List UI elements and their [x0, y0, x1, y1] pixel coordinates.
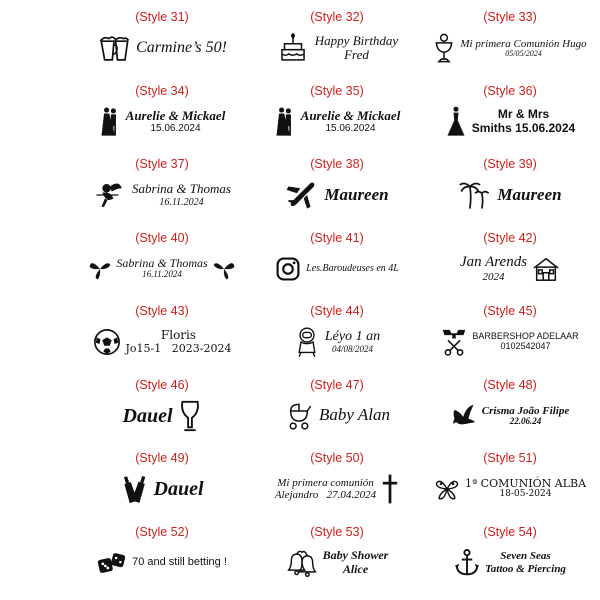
engraving-line-1: Aurelie & Mickael	[125, 107, 226, 123]
engraving-line-1: Happy Birthday	[314, 32, 399, 48]
style-35[interactable]	[254, 80, 420, 154]
barber-tools-icon	[441, 325, 467, 359]
cupid-icon	[93, 178, 127, 212]
style-53[interactable]	[254, 521, 420, 595]
engraving-line-1: Crisma João Filipe	[481, 404, 570, 417]
soccer-ball-icon	[93, 328, 121, 356]
style-label: (Style 43)	[135, 304, 189, 318]
style-label: (Style 33)	[483, 10, 537, 24]
style-label: (Style 31)	[135, 10, 189, 24]
beer-glass-icon	[178, 399, 202, 433]
style-label: (Style 51)	[483, 451, 537, 465]
engraving-line-2: 0102542047	[500, 341, 551, 351]
style-44[interactable]	[254, 300, 420, 374]
dice-icon	[97, 546, 127, 580]
bells-icon	[286, 546, 318, 580]
airplane-icon	[285, 178, 319, 212]
beer-mugs-icon	[97, 31, 131, 65]
engraving-line-2: 16.11.2024	[159, 196, 204, 208]
engraving-line-1: Floris	[160, 328, 197, 343]
style-36[interactable]	[420, 80, 600, 154]
style-39[interactable]	[420, 153, 600, 227]
butterfly-icon	[88, 252, 112, 286]
style-51[interactable]	[420, 447, 600, 521]
style-label: (Style 53)	[310, 524, 364, 539]
style-label: (Style 50)	[310, 451, 364, 465]
style-34[interactable]	[70, 80, 254, 154]
engraving-line-1: Aurelie & Mickael	[300, 107, 401, 123]
engraving-line-2: Smiths 15.06.2024	[471, 120, 576, 135]
style-37[interactable]	[70, 153, 254, 227]
engraving-line-2: 04/08/2024	[331, 343, 373, 354]
engraving-line-1: BARBERSHOP ADELAAR	[472, 331, 579, 342]
anchor-icon	[454, 546, 480, 580]
engraving-line-1: Mi primera comunión	[277, 476, 374, 489]
wedding-couple-icon	[99, 105, 121, 139]
style-49[interactable]	[70, 447, 254, 521]
style-label: (Style 34)	[135, 83, 189, 98]
engraving-line-1: Sabrina & Thomas	[116, 255, 208, 270]
engraving-line-2: 22.06.24	[509, 415, 542, 426]
style-46[interactable]	[70, 374, 254, 448]
engraving-line-2: Tattoo & Piercing	[485, 562, 566, 575]
style-label: (Style 54)	[483, 524, 537, 539]
engraving-line-2: Alice	[342, 561, 369, 576]
style-label: (Style 47)	[310, 377, 364, 392]
engraving-line-2: 15.06.2024	[325, 123, 376, 135]
style-label: (Style 49)	[135, 451, 189, 465]
palm-trees-icon	[458, 178, 492, 212]
astronaut-icon	[294, 325, 320, 359]
style-45[interactable]	[420, 300, 600, 374]
style-label: (Style 46)	[135, 377, 189, 392]
engraving-line-1: Dauel	[122, 404, 173, 427]
engraving-line-1: Maureen	[324, 184, 389, 204]
style-label: (Style 42)	[483, 230, 537, 245]
engraving-line-2: 2024	[482, 270, 505, 283]
engraving-line-2: 05/05/2024	[505, 48, 542, 58]
engraving-line-1: Jan Arends	[459, 254, 528, 271]
engraving-line-1: Les.Baroudeuses en 4L	[306, 263, 399, 274]
engraving-line-1: 70 and still betting !	[132, 556, 227, 569]
style-33[interactable]	[420, 6, 600, 80]
instagram-icon	[275, 256, 301, 282]
style-43[interactable]	[70, 300, 254, 374]
style-label: (Style 38)	[310, 157, 364, 171]
style-label: (Style 40)	[135, 230, 189, 245]
style-label: (Style 52)	[135, 524, 189, 539]
wedding-couple-icon	[274, 105, 296, 139]
engraving-line-2: 18-05-2024	[499, 489, 552, 500]
chalice-icon	[433, 31, 455, 65]
style-label: (Style 36)	[483, 83, 537, 98]
cross-icon	[381, 472, 399, 506]
style-label: (Style 39)	[483, 157, 537, 171]
style-32[interactable]	[254, 6, 420, 80]
engraving-line-2: 15.06.2024	[150, 123, 201, 135]
style-50[interactable]	[254, 447, 420, 521]
engraving-line-1: 1ª COMUNIÓN ALBA	[464, 477, 587, 490]
style-label: (Style 41)	[310, 230, 364, 245]
style-40[interactable]	[70, 227, 254, 301]
style-label: (Style 35)	[310, 83, 364, 98]
style-52[interactable]	[70, 521, 254, 595]
style-54[interactable]	[420, 521, 600, 595]
style-41[interactable]	[254, 227, 420, 301]
style-label: (Style 48)	[483, 377, 537, 392]
engraving-line-1: Mr & Mrs	[497, 107, 550, 122]
style-38[interactable]	[254, 153, 420, 227]
engraving-line-2: Fred	[344, 47, 369, 62]
beer-bottles-icon	[121, 472, 149, 506]
style-label: (Style 44)	[310, 304, 364, 318]
engraving-line-2: 16.11.2024	[142, 269, 182, 280]
baby-stroller-icon	[284, 399, 314, 433]
engraving-line-1: Baby Shower	[322, 548, 389, 563]
style-48[interactable]	[420, 374, 600, 448]
engraving-line-1: Baby Alan	[319, 405, 390, 425]
dove-icon	[451, 399, 477, 433]
birthday-cake-icon	[276, 31, 310, 65]
house-icon	[532, 255, 560, 283]
engraving-line-2: Jo15-1 2023-2024	[125, 341, 232, 355]
engraving-line-1: Dauel	[153, 478, 204, 500]
engraving-line-1: Mi primera Comunión Hugo	[460, 37, 587, 50]
butterfly-icon	[212, 252, 236, 286]
engraving-line-1: Sabrina & Thomas	[132, 181, 231, 197]
engraving-line-1: Léyo 1 an	[324, 329, 381, 345]
style-label: (Style 37)	[135, 157, 189, 171]
style-label: (Style 45)	[483, 304, 537, 318]
style-42[interactable]	[420, 227, 600, 301]
engraving-line-2: Alejandro 27.04.2024	[274, 489, 377, 501]
engraving-line-1: Maureen	[497, 184, 562, 204]
engraving-line-1: Carmine’s 50!	[136, 39, 227, 57]
bride-dress-icon	[445, 105, 467, 139]
style-47[interactable]	[254, 374, 420, 448]
style-31[interactable]	[70, 6, 254, 80]
butterfly-icon	[434, 472, 460, 506]
engraving-line-1: Seven Seas	[500, 550, 551, 563]
style-label: (Style 32)	[310, 10, 364, 24]
